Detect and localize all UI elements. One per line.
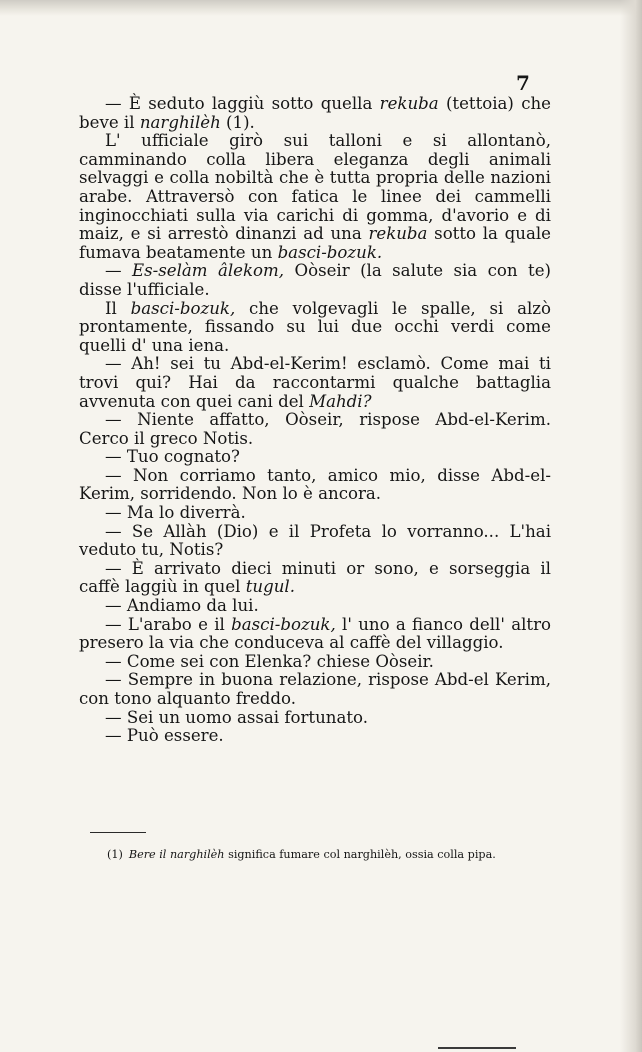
text-run: (1).	[220, 112, 255, 132]
text-run: L' ufficiale girò sui talloni e si allontanò, camminando colla libera eleganza degli animali selvaggi e colla nobiltà che è tutta propria delle nazioni arabe. Attraversò con fatica le linee dei cammelli inginocchiati sulla via carichi di gomma, d'avorio e di maiz, e si arrestò dinanzi ad una	[79, 131, 551, 244]
text-run: — Ma lo diverrà.	[105, 503, 246, 523]
italic-text: rekuba	[368, 224, 428, 244]
paragraph	[79, 467, 551, 504]
paragraph	[79, 300, 551, 356]
text-run: — Può essere.	[105, 726, 224, 746]
paragraph	[79, 671, 551, 708]
text-run: che volgevagli le spalle, si alzò prontamente, fissando su lui due occhi verdi come quelli d' una iena.	[79, 298, 551, 355]
paragraph	[79, 132, 551, 262]
italic-text: basci-bozuk,	[130, 298, 236, 318]
paragraph	[79, 411, 551, 448]
text-run: — Tuo cognato?	[105, 447, 240, 467]
italic-text: Bere il narghilèh	[128, 848, 225, 861]
text-run: — È seduto laggiù sotto quella	[105, 94, 380, 113]
paragraph	[79, 653, 551, 672]
text-run: — È arrivato dieci minuti or sono, e sorseggia il caffè laggiù in quel	[79, 558, 551, 597]
text-run: Il	[105, 298, 131, 318]
italic-text: rekuba	[379, 94, 439, 113]
text-run: — Se Allàh (Dio) e il Profeta lo vorranno... L'hai veduto tu, Notis?	[79, 521, 551, 560]
footnote-marker: (1)	[107, 848, 123, 861]
italic-text: tugul.	[245, 577, 296, 597]
italic-text: Mahdi?	[309, 391, 372, 411]
text-run: Oòseir (la salute sia con te) disse l'ufficiale.	[79, 261, 551, 299]
text-run: —	[105, 261, 133, 281]
page-right-edge	[620, 0, 642, 1052]
body-text	[79, 95, 551, 746]
paragraph	[79, 448, 551, 467]
text-run: — Non corriamo tanto, amico mio, disse Abd-el-Kerim, sorridendo. Non lo è ancora.	[79, 465, 551, 504]
text-run: — Andiamo da lui.	[105, 596, 259, 616]
italic-text: Es-selàm âlekom,	[132, 261, 285, 281]
paragraph	[79, 355, 551, 411]
paragraph	[79, 597, 551, 616]
text-run: — Niente affatto, Oòseir, rispose Abd-el-Kerim. Cerco il greco Notis.	[79, 410, 551, 448]
paragraph	[79, 616, 551, 653]
text-run: l' uno a fianco dell' altro presero la via che conduceva al caffè del villaggio.	[79, 614, 551, 653]
footnote-text	[129, 848, 496, 861]
text-run: — Sempre in buona relazione, rispose Abd-el Kerim, con tono alquanto freddo.	[79, 670, 551, 708]
text-run: significa fumare col narghilèh, ossia colla pipa.	[224, 848, 496, 861]
text-run: — Ah! sei tu Abd-el-Kerim! esclamò. Come mai ti trovi qui? Hai da raccontarmi qualche battaglia avvenuta con quei cani del	[79, 354, 551, 411]
footnote-rule	[90, 832, 146, 833]
italic-text: basci-bozuk.	[277, 242, 383, 262]
page-top-edge	[0, 0, 642, 16]
text-run: (tettoia) che beve il	[79, 94, 551, 132]
paragraph	[79, 523, 551, 560]
paragraph	[79, 262, 551, 299]
footnote	[89, 846, 553, 863]
bottom-printer-mark	[438, 1047, 516, 1049]
text-run: — Sei un uomo assai fortunato.	[105, 707, 369, 727]
italic-text: basci-bozuk,	[231, 614, 336, 634]
paragraph	[79, 95, 551, 132]
page-number: 7	[516, 71, 530, 95]
text-run: — L'arabo e il	[105, 614, 232, 634]
text-run: — Come sei con Elenka? chiese Oòseir.	[105, 651, 434, 671]
paragraph	[79, 504, 551, 523]
paragraph	[79, 709, 551, 728]
paragraph	[79, 727, 551, 746]
paragraph	[79, 560, 551, 597]
italic-text: narghilèh	[139, 112, 221, 132]
text-run: sotto la quale fumava beatamente un	[79, 224, 551, 262]
